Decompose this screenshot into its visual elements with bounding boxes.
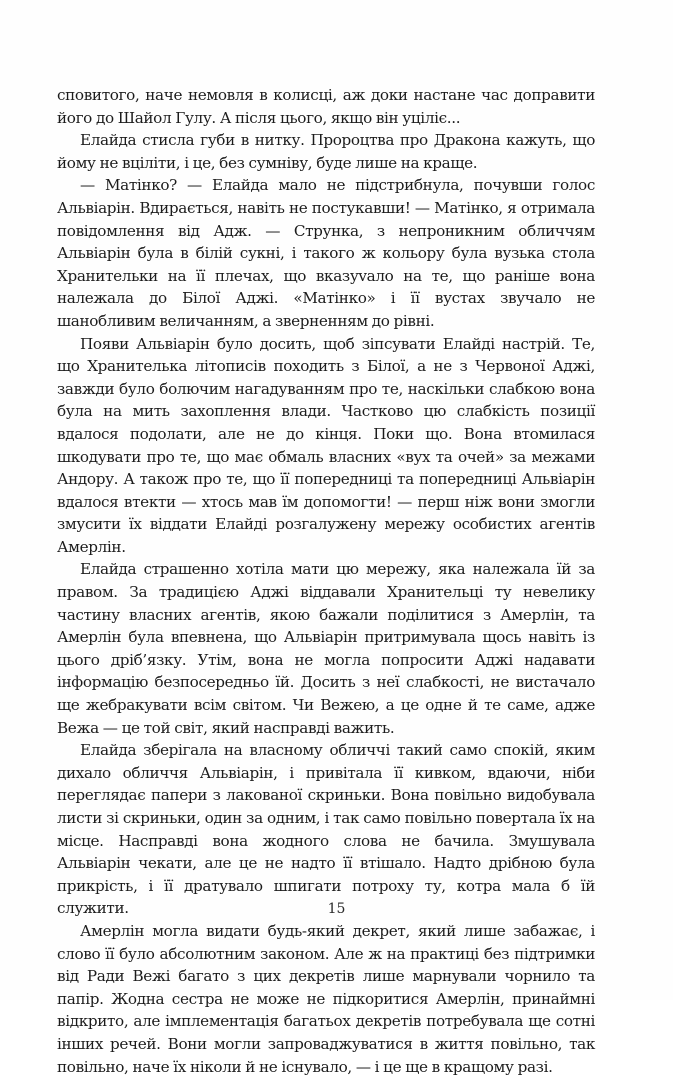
paragraph: Елайда стисла губи в нитку. Пророцтва про Дракона кажуть, що йому не вціліти, і це, без сумніву, буде лише на краще. [57,131,595,172]
paragraph: Появи Альвіарін було досить, щоб зіпсувати Елайді настрій. Те, що Хранителька літописів походить з Білої, а не з Червоної Аджі, завжди було болючим нагадуванням про те, наскільки слабкою вона була на мить захоплення влади. Частково цю слабкість позиції вдалося подолати, але не до кінця. Поки що. Вона втомилася шкодувати про те, що має обмаль власних «вух та очей» за межами Андору. А також про те, що її попередниці та попередниці Альвіарін вдалося втекти — хтось мав їм допомогти! — перш ніж вони змогли змусити їх віддати Елайді розгалужену мережу особистих агентів Амерлін. [57,334,595,556]
paragraph: — Матінко? — Елайда мало не підстрибнула, почувши голос Альвіарін. Вдирається, навіть не постукавши! — Матінко, я отримала повідомлення від Адж. — Струнка, з непроникним обличчям Альвіарін була в білій сукні, і такого ж кольору була вузька стола Хранительки на її плечах, що вказуvало на те, що раніше вона належала до Білої Аджі. «Матінко» і її вустах звучало не шанобливим величанням, а зверненням до рівні. [57,176,595,330]
paragraph: Амерлін могла видати будь-який декрет, який лише забажає, і слово її було абсолютним законом. Але ж на практиці без підтримки від Ради Вежі багато з цих декретів лише марнували чорнило та папір. Жодна сестра не може не підкоритися Амерлін, принаймні відкрито, але імплементація багатьох декретів потребувала ще сотні інших речей. Вони могли запроваджуватися в життя повільно, так повільно, наче їх ніколи й не існувало, — і це ще в кращому разі. [57,921,595,1076]
paragraph-continued: сповитого, наче немовля в колисці, аж доки настане час доправити його до Шайол Гулу. А після цього, якщо він уціліє... [57,86,595,127]
body-text [57,84,595,1078]
page-number: 15 [327,901,346,917]
paragraph: Елайда страшенно хотіла мати цю мережу, яка належала їй за правом. За традицією Аджі віддавали Хранительці ту невелику частину власних агентів, якою бажали поділитися з Амерлін, та Амерлін була впевнена, що Альвіарін притримувала щось навіть із цього дріб’язку. Утім, вона не могла попросити Аджі надавати інформацію безпосередньо їй. Досить з неї слабкості, не вистачало ще жебракувати всім світом. Чи Вежею, а це одне й те саме, адже Вежа — це той світ, який насправді важить. [57,560,595,737]
paragraph: Елайда зберігала на власному обличчі такий само спокій, яким дихало обличчя Альвіарін, і привітала її кивком, вдаючи, ніби переглядає папери з лакованої скриньки. Вона повільно видобувала листи зі скриньки, один за одним, і так само повільно повертала їх на місце. Насправді вона жодного слова не бачила. Змушувала Альвіарін чекати, але це не надто її втішало. Надто дрібною була прикрість, і її дратувало шпигати потроху ту, котра мала б їй служити. [57,741,595,918]
